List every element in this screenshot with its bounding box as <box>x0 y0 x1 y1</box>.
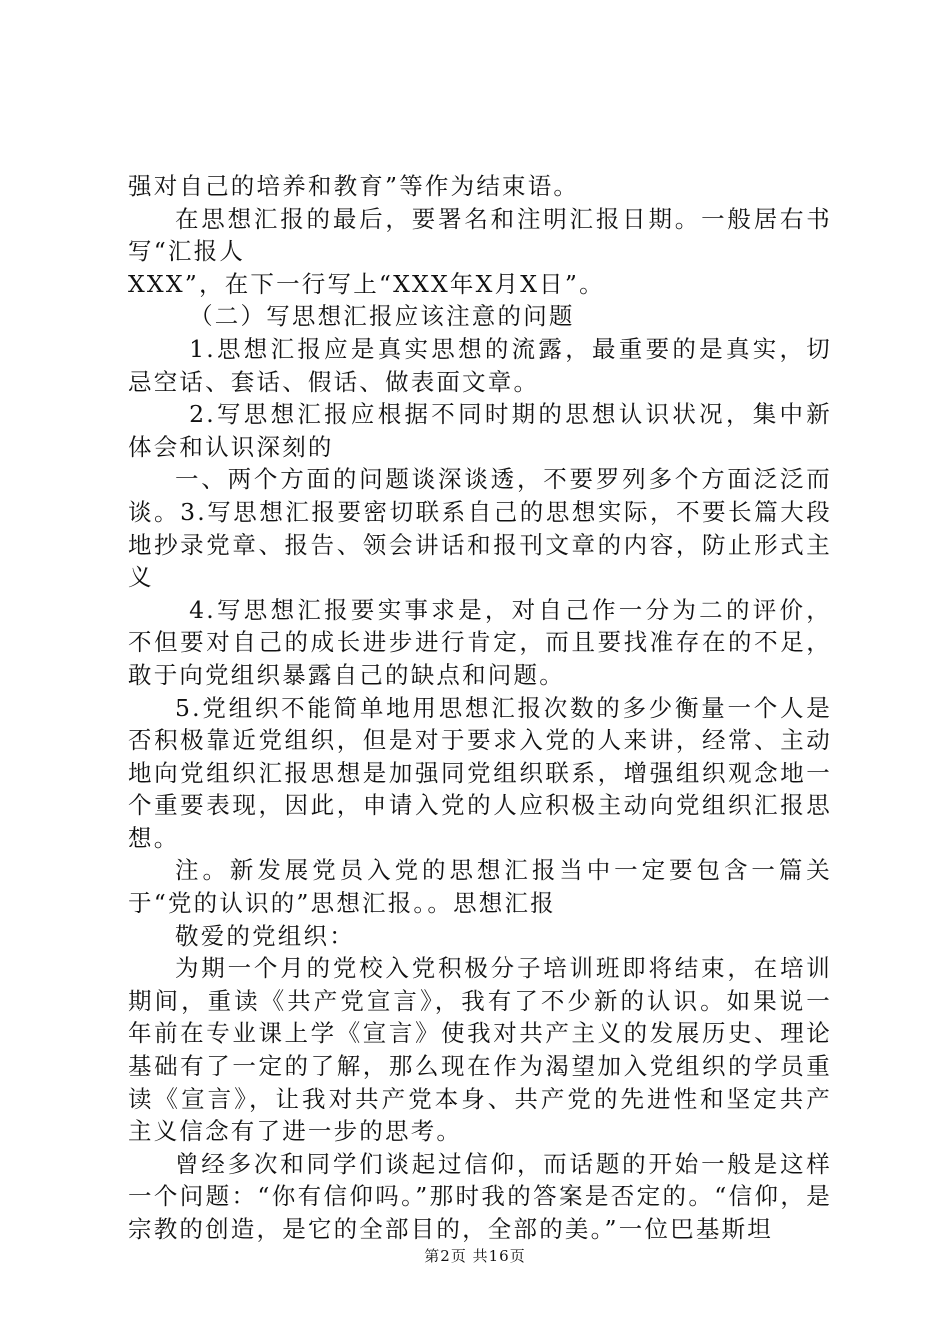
list-item-4: 4.写思想汇报要实事求是，对自己作一分为二的评价，不但要对自己的成长进步进行肯定，而且要找准存在的不足，敢于向党组织暴露自己的缺点和问题。 <box>128 595 832 689</box>
list-item-2-continued: 一、两个方面的问题谈深谈透，不要罗列多个方面泛泛而谈。3.写思想汇报要密切联系自己的思想实际，不要长篇大段地抄录党章、报告、领会讲话和报刊文章的内容，防止形式主义 <box>128 465 832 592</box>
paragraph-note: 注。新发展党员入党的思想汇报当中一定要包含一篇关于“党的认识的”思想汇报。。思想汇报 <box>128 856 832 918</box>
document-body <box>128 170 832 1246</box>
paragraph-date-line: XXX”，在下一行写上“XXX年X月X日”。 <box>128 269 605 298</box>
paragraph-closing-line: 强对自己的培养和教育”等作为结束语。 <box>128 172 580 200</box>
list-item-5: 5.党组织不能简单地用思想汇报次数的多少衡量一个人是否积极靠近党组织，但是对于要求入党的人来讲，经常、主动地向党组织汇报思想是加强同党组织联系，增强组织观念地一个重要表现，因此，申请入党的人应积极主动向党组织汇报思想。 <box>128 693 832 852</box>
paragraph-signature: 在思想汇报的最后，要署名和注明汇报日期。一般居右书写“汇报人 <box>128 204 832 266</box>
list-item-1: 1.思想汇报应是真实思想的流露，最重要的是真实，切忌空话、套话、假话、做表面文章。 <box>128 334 832 396</box>
list-item-2: 2.写思想汇报应根据不同时期的思想认识状况，集中新体会和认识深刻的 <box>128 400 832 461</box>
paragraph-body-2: 曾经多次和同学们谈起过信仰，而话题的开始一般是这样一个问题：“你有信仰吗。”那时我的答案是否定的。“信仰，是宗教的创造，是它的全部目的，全部的美。”一位巴基斯坦 <box>128 1149 832 1243</box>
paragraph-body-1: 为期一个月的党校入党积极分子培训班即将结束，在培训期间，重读《共产党宣言》，我有了不少新的认识。如果说一年前在专业课上学《宣言》使我对共产主义的发展历史、理论基础有了一定的了解，那么现在作为渴望加入党组织的学员重读《宣言》，让我对共产党本身、共产党的先进性和坚定共产主义信念有了进一步的思考。 <box>128 954 832 1146</box>
page-number-footer: 第2页 共16页 <box>424 1247 526 1265</box>
paragraph-salutation: 敬爱的党组织： <box>175 921 355 950</box>
section-heading: （二）写思想汇报应该注意的问题 <box>189 302 575 331</box>
